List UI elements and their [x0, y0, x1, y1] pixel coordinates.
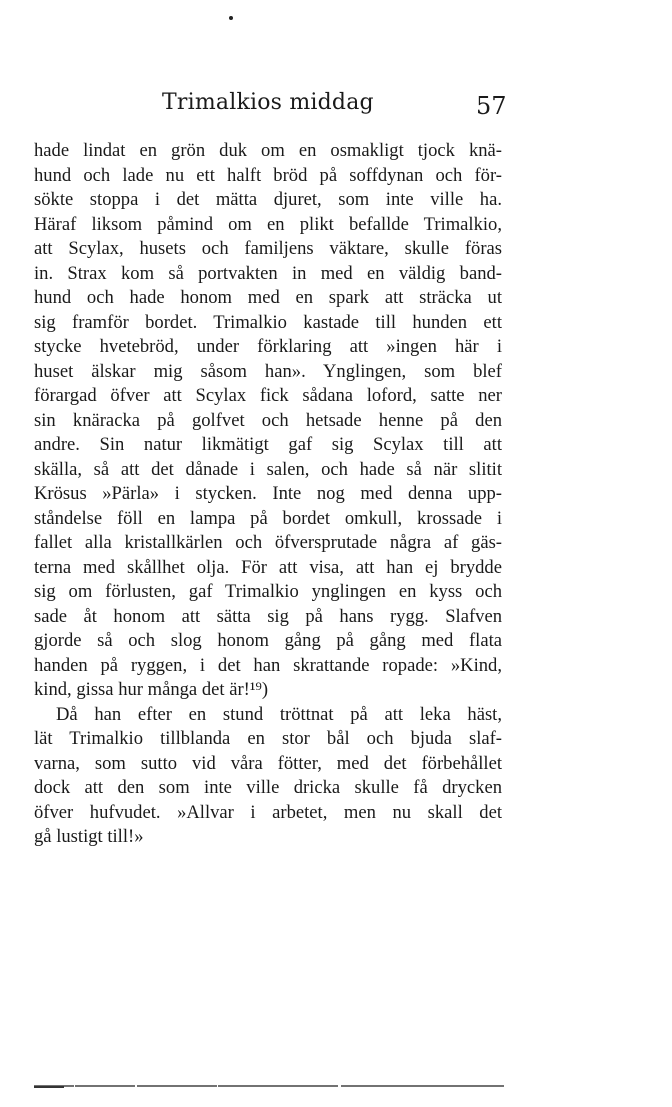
text-line: dock att den som inte ville dricka skulle få drycken [34, 777, 502, 798]
text-line: terna med skållhet olja. För att visa, att han ej brydde [34, 556, 502, 578]
text-line: Krösus »Pärla» i stycken. Inte nog med denna upp- [34, 483, 502, 504]
text-line: sökte stoppa i det mätta djuret, som inte ville ha. [34, 189, 502, 210]
text-line: gjorde så och slog honom gång på gång med flata [34, 630, 502, 651]
text-line: sig om förlusten, gaf Trimalkio ynglingen en kyss och [34, 581, 502, 602]
text-line: huset älskar mig såsom han». Ynglingen, som blef [34, 360, 502, 382]
text-line: andre. Sin natur likmätigt gaf sig Scylax till att [34, 434, 502, 455]
text-line: Häraf liksom påmind om en plikt befallde Trimalkio, [34, 213, 502, 235]
text-line: lät Trimalkio tillblanda en stor bål och bjuda slaf- [34, 728, 502, 749]
text-line: sade åt honom att sätta sig på hans rygg. Slafven [34, 605, 502, 627]
text-line: hade lindat en grön duk om en osmakligt tjock knä- [34, 140, 502, 161]
page-bottom-rule [34, 1083, 504, 1089]
text-line: varna, som sutto vid våra fötter, med det förbehållet [34, 752, 502, 774]
text-line: öfver hufvudet. »Allvar i arbetet, men nu skall det [34, 801, 502, 823]
text-line: gå lustigt till!» [34, 826, 144, 847]
page-number: 57 [476, 92, 507, 120]
text-line: förargad öfver att Scylax fick sådana loford, satte ner [34, 385, 502, 406]
text-line: fallet alla kristallkärlen och öfversprutade några af gäs- [34, 532, 502, 553]
printer-mark [229, 16, 233, 20]
text-line: handen på ryggen, i det han skrattande ropade: »Kind, [34, 654, 502, 676]
text-line: hund och hade honom med en spark att sträcka ut [34, 287, 502, 308]
text-line: stycke hvetebröd, under förklaring att »ingen här i [34, 336, 502, 357]
body-text [34, 139, 502, 850]
text-line: skälla, så att det dånade i salen, och hade så när slitit [34, 458, 502, 480]
text-line-paragraph-start: Då han efter en stund tröttnat på att leka häst, [56, 703, 502, 725]
text-line: sin knäracka på golfvet och hetsade henne på den [34, 409, 502, 431]
text-line: ståndelse föll en lampa på bordet omkull, krossade i [34, 507, 502, 529]
text-line: hund och lade nu ett halft bröd på soffdynan och för- [34, 164, 502, 186]
running-head-title: Trimalkios middag [162, 90, 374, 115]
text-line: kind, gissa hur många det är!¹⁹) [34, 679, 269, 700]
text-line: att Scylax, husets och familjens väktare, skulle föras [34, 238, 502, 259]
text-line: sig framför bordet. Trimalkio kastade till hunden ett [34, 311, 502, 333]
text-line: in. Strax kom så portvakten in med en väldig band- [34, 262, 502, 284]
